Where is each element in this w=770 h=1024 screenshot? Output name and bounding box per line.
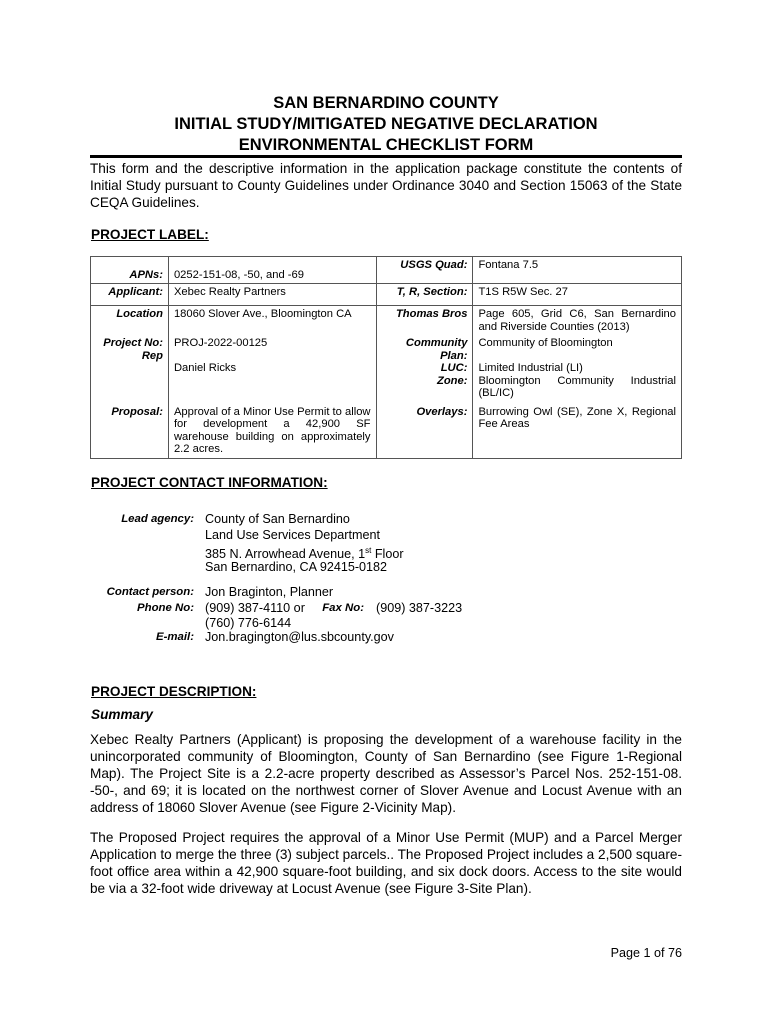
title-rule bbox=[90, 155, 682, 158]
title-study: INITIAL STUDY/MITIGATED NEGATIVE DECLARATION bbox=[174, 115, 598, 133]
rep-value: Daniel Ricks bbox=[173, 362, 237, 374]
trs-value: T1S R5W Sec. 27 bbox=[473, 284, 682, 306]
project-no-label-cell bbox=[91, 335, 169, 402]
address-sup: st bbox=[365, 546, 372, 555]
thomas-bros-label: Thomas Bros bbox=[376, 306, 473, 336]
lead-agency-line2: Land Use Services Department bbox=[205, 528, 380, 542]
summary-subheading: Summary bbox=[91, 707, 153, 722]
overlays-label: Overlays: bbox=[376, 402, 473, 459]
description-paragraph-1: Xebec Realty Partners (Applicant) is proposing the development of a warehouse facility in the unincorporated community of Bloomington, County of San Bernardino (see Figure 1-Regional Map). The Project Site is a 2.2-acre property described as Assessor’s Parcel Nos. 252-151-08. -50-, and 69; it is located on the northwest corner of Slover Avenue and Locust Avenue with an address of 18060 Slover Avenue (see Figure 2-Vicinity Map). bbox=[90, 732, 682, 815]
rep-label: Rep bbox=[141, 349, 163, 362]
usgs-value: Fontana 7.5 bbox=[473, 257, 682, 284]
location-value: 18060 Slover Ave., Bloomington CA bbox=[168, 306, 376, 336]
email-label: E-mail: bbox=[156, 631, 194, 643]
phone-label: Phone No: bbox=[137, 602, 194, 614]
address-floor: Floor bbox=[371, 547, 404, 562]
description-paragraph-2: The Proposed Project requires the approval of a Minor Use Permit (MUP) and a Parcel Merger Application to merge the three (3) subject parcels.. The Proposed Project includes a 2,500 square-foot office area within a 42,900 square-foot building, and six dock doors. Access to the site would be via a 32-foot wide driveway at Locust Avenue (see Figure 3-Site Plan). bbox=[90, 830, 682, 896]
overlays-value: Burrowing Owl (SE), Zone X, Regional Fee Areas bbox=[473, 402, 682, 459]
lead-agency-line1: County of San Bernardino bbox=[205, 512, 350, 526]
lead-agency-label: Lead agency: bbox=[121, 513, 194, 525]
address-street: 385 N. Arrowhead Avenue, 1 bbox=[205, 547, 366, 562]
apns-label: APNs: bbox=[91, 257, 169, 284]
luc-label: LUC: bbox=[440, 362, 468, 374]
description-heading: PROJECT DESCRIPTION: bbox=[91, 684, 257, 699]
plan-labels-cell bbox=[376, 335, 473, 402]
community-plan-label: Community Plan: bbox=[405, 337, 468, 362]
project-no-label: Project No: bbox=[103, 337, 163, 349]
apns-value: 0252-151-08, -50, and -69 bbox=[168, 257, 376, 284]
trs-label: T, R, Section: bbox=[376, 284, 473, 306]
community-plan-value: Community of Bloomington bbox=[478, 337, 613, 349]
applicant-value: Xebec Realty Partners bbox=[168, 284, 376, 306]
project-no-value: PROJ-2022-00125 bbox=[173, 337, 268, 349]
plan-values-cell bbox=[473, 335, 682, 402]
title-county: SAN BERNARDINO COUNTY bbox=[273, 94, 499, 112]
proposal-value: Approval of a Minor Use Permit to allow for development a 42,900 SF warehouse building on approximately 2.2 acres. bbox=[168, 402, 376, 459]
project-label-heading: PROJECT LABEL: bbox=[91, 227, 209, 242]
contact-heading: PROJECT CONTACT INFORMATION: bbox=[91, 475, 328, 490]
location-label: Location bbox=[91, 306, 169, 336]
proposal-label: Proposal: bbox=[91, 402, 169, 459]
thomas-bros-value: Page 605, Grid C6, San Bernardino and Riverside Counties (2013) bbox=[473, 306, 682, 336]
contact-person-label: Contact person: bbox=[106, 586, 194, 598]
usgs-label: USGS Quad: bbox=[376, 257, 473, 284]
contact-person-value: Jon Braginton, Planner bbox=[205, 585, 334, 599]
email-value[interactable]: Jon.bragington@lus.sbcounty.gov bbox=[205, 630, 394, 644]
fax-label: Fax No: bbox=[322, 602, 364, 614]
fax-value: (909) 387-3223 bbox=[376, 601, 463, 615]
project-no-value-cell bbox=[168, 335, 376, 402]
luc-value: Limited Industrial (LI) bbox=[478, 362, 583, 374]
phone-value: (909) 387-4110 or bbox=[205, 601, 305, 615]
zone-label: Zone: bbox=[436, 374, 468, 387]
phone-value-2: (760) 776-6144 bbox=[205, 616, 292, 630]
lead-agency-line4: San Bernardino, CA 92415-0182 bbox=[205, 560, 388, 574]
title-checklist: ENVIRONMENTAL CHECKLIST FORM bbox=[238, 136, 534, 154]
project-label-table bbox=[90, 256, 682, 459]
page-number: Page 1 of 76 bbox=[610, 946, 682, 960]
zone-value: Bloomington Community Industrial (BL/IC) bbox=[478, 374, 676, 399]
intro-paragraph: This form and the descriptive information in the application package constitute the contents of Initial Study pursuant to County Guidelines under Ordinance 3040 and Section 15063 of the State CEQA Guidelines. bbox=[90, 161, 682, 210]
applicant-label: Applicant: bbox=[91, 284, 169, 306]
